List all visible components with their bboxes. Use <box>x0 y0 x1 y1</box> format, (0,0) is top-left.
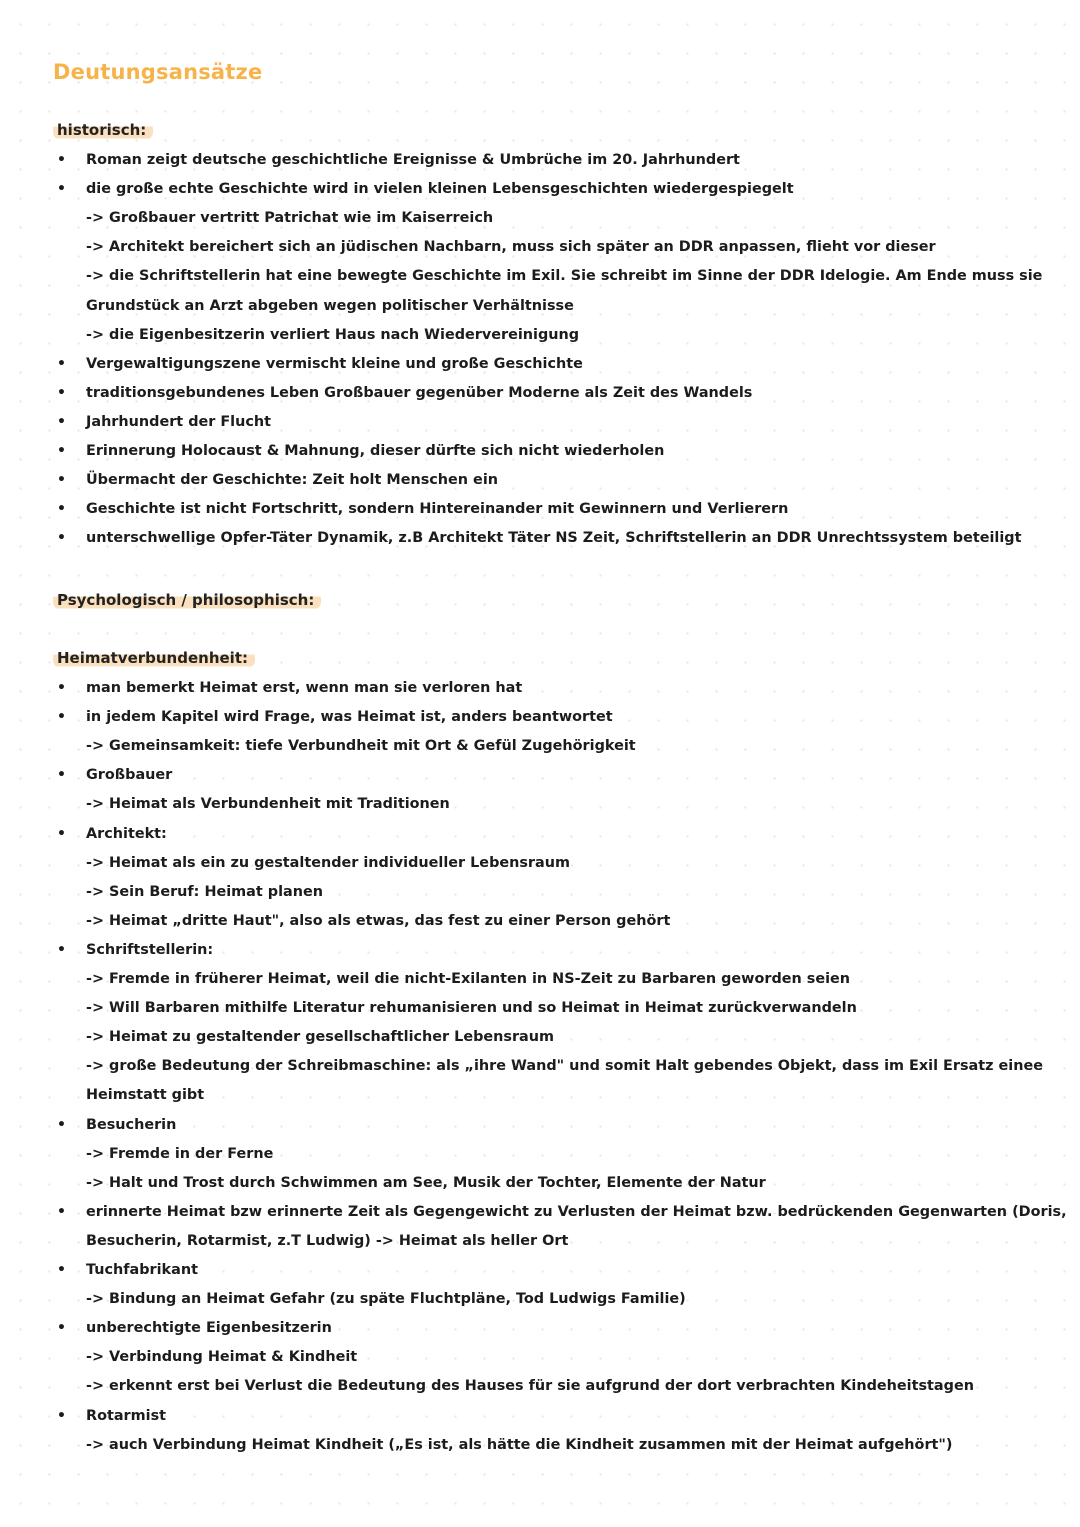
section-heading-historisch: historisch: <box>53 121 153 140</box>
sub-item: -> Heimat zu gestaltender gesellschaftlicher Lebensraum <box>86 1029 555 1046</box>
sub-item: Heimstatt gibt <box>86 1087 205 1104</box>
sub-item: -> Fremde in der Ferne <box>86 1145 274 1162</box>
list-item: • Architekt: <box>86 824 1046 844</box>
sub-item: Grundstück an Arzt abgeben wegen politischer Verhältnisse <box>86 297 574 314</box>
list-item: • man bemerkt Heimat erst, wenn man sie verloren hat <box>86 678 1046 698</box>
section-heading-heimatverbundenheit: Heimatverbundenheit: <box>53 649 255 668</box>
sub-item: -> Großbauer vertritt Patrichat wie im Kaiserreich <box>86 210 494 227</box>
list-item: • Großbauer <box>86 765 1046 785</box>
list-item: • erinnerte Heimat bzw erinnerte Zeit als Gegengewicht zu Verlusten der Heimat bzw. bedrückenden Gegenwarten (Doris, <box>86 1202 1046 1222</box>
sub-item: -> auch Verbindung Heimat Kindheit („Es ist, als hätte die Kindheit zusammen mit der Heimat aufgehört") <box>86 1436 953 1453</box>
sub-item: -> Halt und Trost durch Schwimmen am See, Musik der Tochter, Elemente der Natur <box>86 1174 766 1191</box>
sub-item: -> Bindung an Heimat Gefahr (zu späte Fluchtpläne, Tod Ludwigs Familie) <box>86 1291 686 1308</box>
list-item: • unberechtigte Eigenbesitzerin <box>86 1318 1046 1338</box>
page-title: Deutungsansätze <box>53 60 263 84</box>
sub-item: -> große Bedeutung der Schreibmaschine: als „ihre Wand" und somit Halt gebendes Objekt, dass im Exil Ersatz einee <box>86 1058 1043 1075</box>
list-item: • Jahrhundert der Flucht <box>86 412 1046 432</box>
list-item: • in jedem Kapitel wird Frage, was Heimat ist, anders beantwortet <box>86 707 1046 727</box>
list-item: • Geschichte ist nicht Fortschritt, sondern Hintereinander mit Gewinnern und Verlierern <box>86 499 1046 519</box>
sub-item: -> Sein Beruf: Heimat planen <box>86 883 323 900</box>
sub-item: -> Heimat als ein zu gestaltender individueller Lebensraum <box>86 854 570 871</box>
list-item: • Roman zeigt deutsche geschichtliche Ereignisse & Umbrüche im 20. Jahrhundert <box>86 150 1046 170</box>
sub-item: -> erkennt erst bei Verlust die Bedeutung des Hauses für sie aufgrund der dort verbrachten Kindeheitstagen <box>86 1378 974 1395</box>
sub-item: -> die Eigenbesitzerin verliert Haus nach Wiedervereinigung <box>86 326 580 343</box>
sub-item: -> Heimat als Verbundenheit mit Traditionen <box>86 796 450 813</box>
list-item: • Rotarmist <box>86 1406 1046 1426</box>
section-heading-psychologisch: Psychologisch / philosophisch: <box>53 591 321 610</box>
list-item: • unterschwellige Opfer-Täter Dynamik, z.B Architekt Täter NS Zeit, Schriftstellerin an DDR Unrechtssystem beteiligt <box>86 528 1046 548</box>
list-item: • Übermacht der Geschichte: Zeit holt Menschen ein <box>86 470 1046 490</box>
list-item: • Besucherin <box>86 1115 1046 1135</box>
list-item: • die große echte Geschichte wird in vielen kleinen Lebensgeschichten wiedergespiegelt <box>86 179 1046 199</box>
sub-item: Besucherin, Rotarmist, z.T Ludwig) -> Heimat als heller Ort <box>86 1232 569 1249</box>
sub-item: -> Verbindung Heimat & Kindheit <box>86 1349 358 1366</box>
sub-item: -> Fremde in früherer Heimat, weil die nicht-Exilanten in NS-Zeit zu Barbaren geworden seien <box>86 971 851 987</box>
list-item: • Erinnerung Holocaust & Mahnung, dieser dürfte sich nicht wiederholen <box>86 441 1046 461</box>
sub-item: -> die Schriftstellerin hat eine bewegte Geschichte im Exil. Sie schreibt im Sinne der DDR Idelogie. Am Ende muss sie <box>86 268 1043 285</box>
sub-item: -> Architekt bereichert sich an jüdischen Nachbarn, muss sich später an DDR anpassen, flieht vor dieser <box>86 239 936 256</box>
sub-item: -> Gemeinsamkeit: tiefe Verbundheit mit Ort & Gefül Zugehörigkeit <box>86 738 636 755</box>
list-item: • Schriftstellerin: <box>86 940 1046 960</box>
list-item: • traditionsgebundenes Leben Großbauer gegenüber Moderne als Zeit des Wandels <box>86 383 1046 403</box>
sub-item: -> Heimat „dritte Haut", also als etwas, das fest zu einer Person gehört <box>86 912 671 929</box>
list-item: • Vergewaltigungszene vermischt kleine und große Geschichte <box>86 354 1046 374</box>
list-item: • Tuchfabrikant <box>86 1260 1046 1280</box>
sub-item: -> Will Barbaren mithilfe Literatur rehumanisieren und so Heimat in Heimat zurückverwandeln <box>86 1000 857 1017</box>
